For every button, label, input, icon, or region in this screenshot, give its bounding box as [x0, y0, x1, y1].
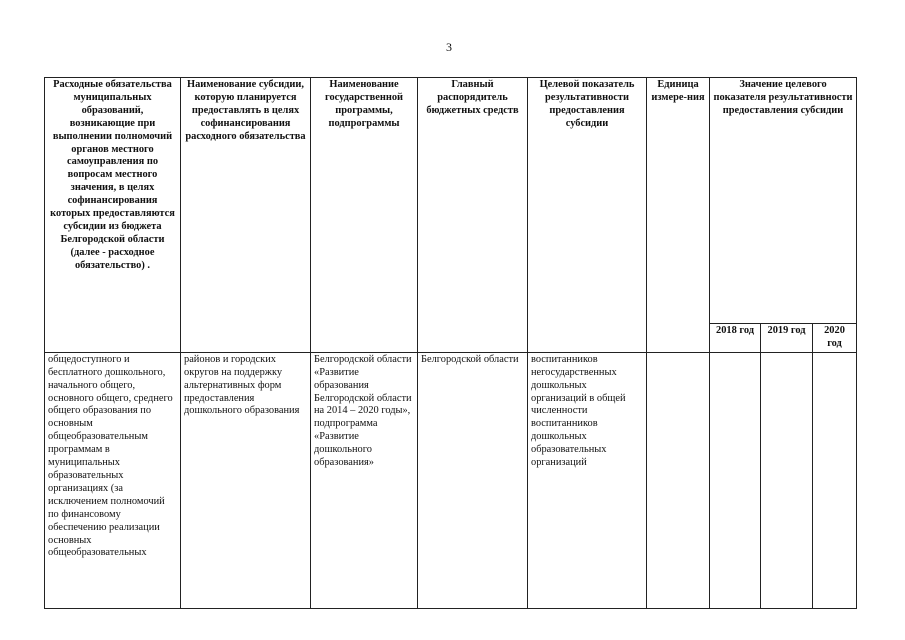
header-expense-obligations: Расходные обязательства муниципальных образований, возникающие при выполнении полномочий органов местного самоуправления по вопросам местного значения, в целях софинансирования которых предоставляются субсидии из бюджета Белгородской области (далее - расходное обязательство) . — [45, 78, 181, 353]
cell-value-2018 — [710, 352, 761, 608]
header-target-indicator: Целевой показатель результативности предоставления субсидии — [528, 78, 647, 353]
cell-expense-obligation: общедоступного и бесплатного дошкольного, начального общего, основного общего, среднего общего образования по основным общеобразовательным программам в муниципальных образовательных организациях (за исключением полномочий по финансовому обеспечению реализации основных общеобразовательных — [45, 352, 181, 608]
subsidy-table — [44, 77, 857, 609]
cell-unit — [647, 352, 710, 608]
page-number: 3 — [446, 40, 452, 54]
cell-chief-administrator: Белгородской области — [418, 352, 528, 608]
header-unit: Единица измере-ния — [647, 78, 710, 353]
cell-target-indicator: воспитанников негосударственных дошкольных организаций в общей численности воспитанников дошкольных образовательных организаций — [528, 352, 647, 608]
cell-subsidy-name: районов и городских округов на поддержку альтернативных форм предоставления дошкольного образования — [181, 352, 311, 608]
cell-program-name: Белгородской области «Развитие образования Белгородской области на 2014 – 2020 годы», подпрограмма «Развитие дошкольного образования» — [311, 352, 418, 608]
header-year-2020: 2020 год — [813, 324, 857, 353]
header-subsidy-name: Наименование субсидии, которую планируется предоставлять в целях софинансирования расходного обязательства — [181, 78, 311, 353]
cell-value-2019 — [761, 352, 813, 608]
header-chief-administrator: Главный распорядитель бюджетных средств — [418, 78, 528, 353]
header-year-2018: 2018 год — [710, 324, 761, 353]
header-target-value: Значение целевого показателя результативности предоставления субсидии — [710, 78, 857, 324]
table-row — [45, 352, 857, 608]
header-program-name: Наименование государственной программы, подпрограммы — [311, 78, 418, 353]
cell-value-2020 — [813, 352, 857, 608]
header-year-2019: 2019 год — [761, 324, 813, 353]
